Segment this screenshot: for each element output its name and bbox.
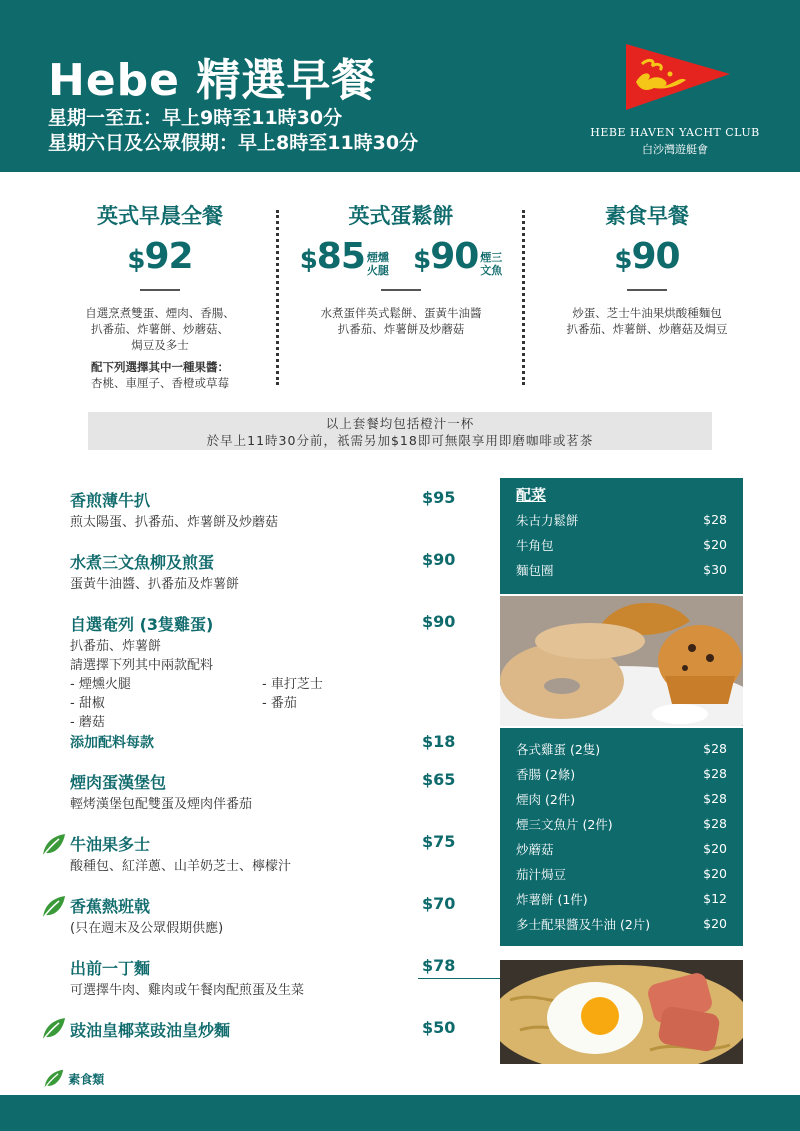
menu-item: [70, 488, 470, 532]
item-name: 香煎薄牛扒: [70, 491, 151, 510]
menu-item: [70, 770, 470, 814]
connector-line: [418, 978, 500, 979]
item-price: $78: [422, 956, 456, 975]
tag-ham: 煙燻 火腿: [366, 250, 389, 277]
set-price: $92: [127, 236, 193, 277]
leaf-icon: [42, 1068, 64, 1090]
item-name: 自選奄列 (3隻雞蛋): [70, 615, 214, 634]
set-desc: 炒蛋、芝士牛油果烘酸種麵包 扒番茄、炸薯餅、炒蘑菇及焗豆: [566, 306, 728, 336]
item-price: $70: [422, 894, 456, 913]
omelette-addon: 添加配料每款 $18: [70, 732, 456, 751]
page-title: Hebe 精選早餐: [48, 55, 377, 106]
pastry-photo: [500, 596, 743, 726]
sides-title: 配菜: [516, 486, 547, 504]
set-desc: 自選烹煮雙蛋、煙肉、香腸、 扒番茄、炸薯餅、炒蘑菇、 焗豆及多士: [85, 306, 235, 352]
side-item: 煙三文魚片 (2件) $28: [516, 816, 727, 832]
dotted-divider: [522, 210, 525, 385]
club-name-zh: 白沙灣遊艇會: [642, 143, 708, 156]
omelette-choose: 請選擇下列其中兩款配料: [70, 658, 214, 673]
item-desc: 輕烤漢堡包配雙蛋及煙肉伴番茄: [70, 797, 253, 812]
dotted-divider: [276, 210, 279, 385]
set-eggs-muffin: [286, 200, 516, 337]
side-item: 炸薯餅 (1件) $12: [516, 891, 727, 907]
note-line-2: 於早上11時30分前，祇需另加$18即可無限享用即磨咖啡或茗茶: [206, 433, 594, 448]
item-price: $95: [422, 488, 456, 507]
opening-hours: [48, 106, 418, 156]
side-item: 炒蘑菇 $20: [516, 841, 727, 857]
dragon-flag-logo: [626, 44, 730, 110]
item-desc: 煎太陽蛋、扒番茄、炸薯餅及炒蘑菇: [70, 515, 279, 530]
menu-item: [70, 550, 470, 594]
side-item: 多士配果醬及牛油 (2片) $20: [516, 916, 727, 932]
side-item: 朱古力鬆餅 $28: [516, 512, 727, 528]
item-name: 水煮三文魚柳及煎蛋: [70, 553, 215, 572]
set-title: 英式蛋鬆餅: [348, 204, 454, 228]
menu-item: [70, 1018, 470, 1041]
club-logo: [590, 44, 760, 157]
leaf-icon: [40, 1016, 66, 1042]
side-item: 煙肉 (2件) $28: [516, 791, 727, 807]
item-price: $90: [422, 612, 456, 631]
item-price: $90: [422, 550, 456, 569]
item-price: $50: [422, 1018, 456, 1037]
noodle-photo: [500, 960, 743, 1064]
item-desc: 扒番茄、炸薯餅: [70, 639, 162, 654]
set-title: 素食早餐: [605, 204, 689, 228]
item-price: $75: [422, 832, 456, 851]
set-english-breakfast: [60, 200, 260, 391]
item-name: 牛油果多士: [70, 835, 151, 854]
club-name-en: HEBE HAVEN YACHT CLUB: [590, 126, 760, 139]
tag-salmon: 煙三 文魚: [480, 250, 503, 277]
item-name: 出前一丁麵: [70, 959, 151, 978]
item-desc: (只在週末及公眾假期供應): [70, 921, 224, 936]
item-price: $65: [422, 770, 456, 789]
item-name: 煙肉蛋漢堡包: [70, 773, 167, 792]
menu-item: [70, 894, 470, 938]
side-item: 茄汁焗豆 $20: [516, 866, 727, 882]
price-salmon: $90: [413, 236, 479, 277]
item-name: 香蕉熱班戟: [70, 897, 151, 916]
sides-box-top: [500, 478, 743, 594]
legend-label: 素食類: [68, 1072, 105, 1087]
menu-item: [70, 832, 470, 876]
divider: [140, 289, 180, 291]
omelette-options: - 煙燻火腿 - 車打芝士 - 甜椒 - 番茄 - 蘑菇: [70, 677, 323, 730]
vegetarian-legend: [42, 1068, 104, 1090]
set-title: 英式早晨全餐: [97, 204, 223, 228]
hours-weekday: 星期一至五：早上9時至11時30分: [48, 107, 343, 129]
footer-bar: [0, 1095, 800, 1131]
set-meal-note: [88, 412, 712, 450]
sides-box-bottom: [500, 728, 743, 946]
set-meals: [60, 200, 740, 395]
side-item: 牛角包 $20: [516, 537, 727, 553]
item-desc: 酸種包、紅洋蔥、山羊奶芝士、檸檬汁: [70, 859, 292, 874]
item-desc: 蛋黃牛油醬、扒番茄及炸薯餅: [70, 577, 240, 592]
side-item: 香腸 (2條) $28: [516, 766, 727, 782]
set-vegetarian: [532, 200, 762, 337]
jam-choice-title: 配下列選擇其中一種果醬：: [91, 360, 229, 374]
item-desc: 可選擇牛肉、雞肉或午餐肉配煎蛋及生菜: [70, 983, 305, 998]
hours-weekend: 星期六日及公眾假期：早上8時至11時30分: [48, 132, 419, 154]
header: [0, 0, 800, 172]
note-line-1: 以上套餐均包括橙汁一杯: [325, 416, 475, 431]
set-prices: [286, 236, 516, 277]
divider: [381, 289, 421, 291]
divider: [627, 289, 667, 291]
side-item: 麵包圈 $30: [516, 562, 727, 578]
jam-choices: 杏桃、車厘子、香橙或草莓: [91, 376, 229, 390]
menu-item: [70, 956, 470, 1000]
leaf-icon: [40, 894, 66, 920]
item-name: 豉油皇椰菜豉油皇炒麵: [70, 1021, 231, 1040]
menu-item: [70, 612, 470, 752]
side-item: 各式雞蛋 (2隻) $28: [516, 741, 727, 757]
set-price: $90: [614, 236, 680, 277]
price-ham: $85: [299, 236, 365, 277]
set-desc: 水煮蛋伴英式鬆餅、蛋黃牛油醬 扒番茄、炸薯餅及炒蘑菇: [320, 306, 482, 336]
leaf-icon: [40, 832, 66, 858]
